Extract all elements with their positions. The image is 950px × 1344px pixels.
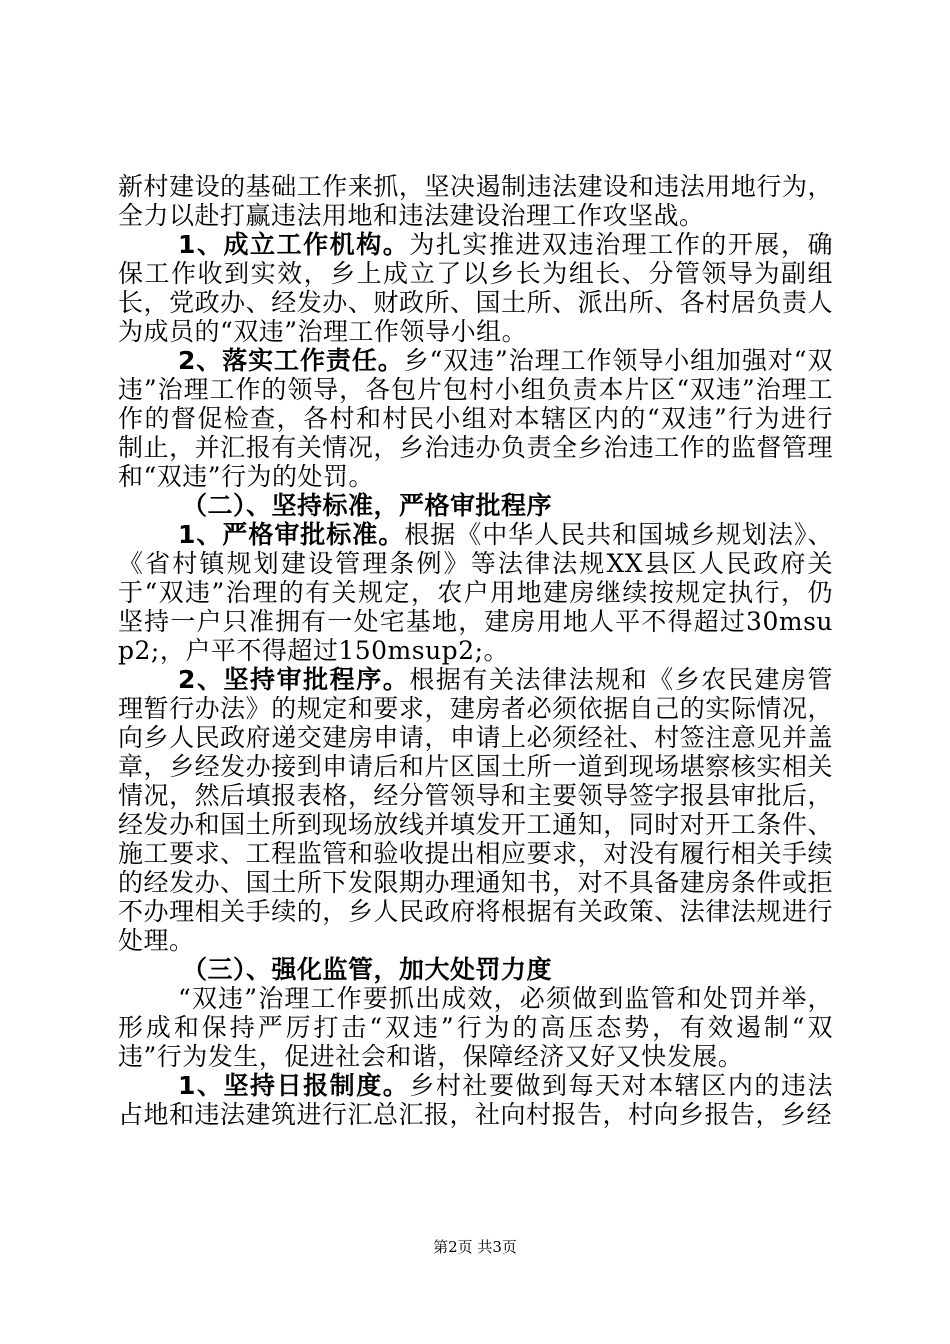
paragraph-body-responsibility: 乡“双违”治理工作领导小组加强对“双违”治理工作的领导，各包片包村小组负责本片区“双违”治理工作的督促检查，各村和村民小组对本辖区内的“双违”行为进行制止，并汇报有关情况，乡治违办负责全乡治违工作的监督管理和“双违”行为的处罚。 [118, 346, 833, 491]
paragraph-establish-organization [118, 230, 833, 346]
paragraph-body-daily-report: 乡村社要做到每天对本辖区内的违法占地和违法建筑进行汇总汇报，社向村报告，村向乡报告，乡经 [118, 1071, 833, 1129]
paragraph-lead-organization: 1、成立工作机构。 [178, 230, 410, 259]
document-body [118, 172, 833, 1129]
paragraph-lead-procedure: 2、坚持审批程序。 [178, 665, 410, 694]
paragraph-daily-report [118, 1071, 833, 1129]
paragraph-implement-responsibility [118, 346, 833, 491]
paragraph-lead-responsibility: 2、落实工作责任。 [178, 346, 404, 375]
page-number-footer: 第2页 共3页 [433, 1238, 517, 1256]
paragraph-approval-standards [118, 520, 833, 665]
paragraph-intro-continuation: 新村建设的基础工作来抓，坚决遏制违法建设和违法用地行为，全力以赴打赢违法用地和违法建设治理工作攻坚战。 [118, 172, 833, 230]
section-heading-standards: （二）、坚持标准，严格审批程序 [182, 491, 553, 520]
paragraph-approval-procedure [118, 665, 833, 955]
paragraph-body-standards: 根据《中华人民共和国城乡规划法》、《省村镇规划建设管理条例》等法律法规XX县区人民政府关于“双违”治理的有关规定，农户用地建房继续按规定执行，仍坚持一户只准拥有一处宅基地，建房用地人平不得超过30msup2;，户平不得超过150msup2;。 [118, 520, 833, 665]
section-heading-supervision: （三）、强化监管，加大处罚力度 [182, 955, 553, 984]
paragraph-supervision-intro: “双违”治理工作要抓出成效，必须做到监管和处罚并举，形成和保持严厉打击“双违”行为的高压态势，有效遏制“双违”行为发生，促进社会和谐，保障经济又好又快发展。 [118, 984, 833, 1071]
paragraph-lead-daily-report: 1、坚持日报制度。 [178, 1071, 410, 1100]
paragraph-body-procedure: 根据有关法律法规和《乡农民建房管理暂行办法》的规定和要求，建房者必须依据自己的实际情况，向乡人民政府递交建房申请，申请上必须经社、村签注意见并盖章，乡经发办接到申请后和片区国土所一道到现场堪察核实相关情况，然后填报表格，经分管领导和主要领导签字报县审批后，经发办和国土所到现场放线并填发开工通知，同时对开工条件、施工要求、工程监管和验收提出相应要求，对没有履行相关手续的经发办、国土所下发限期办理通知书，对不具备建房条件或拒不办理相关手续的，乡人民政府将根据有关政策、法律法规进行处理。 [118, 665, 833, 955]
paragraph-body-organization: 为扎实推进双违治理工作的开展，确保工作收到实效，乡上成立了以乡长为组长、分管领导为副组长，党政办、经发办、财政所、国土所、派出所、各村居负责人为成员的“双违”治理工作领导小组。 [118, 230, 833, 346]
paragraph-lead-standards: 1、严格审批标准。 [178, 520, 405, 549]
